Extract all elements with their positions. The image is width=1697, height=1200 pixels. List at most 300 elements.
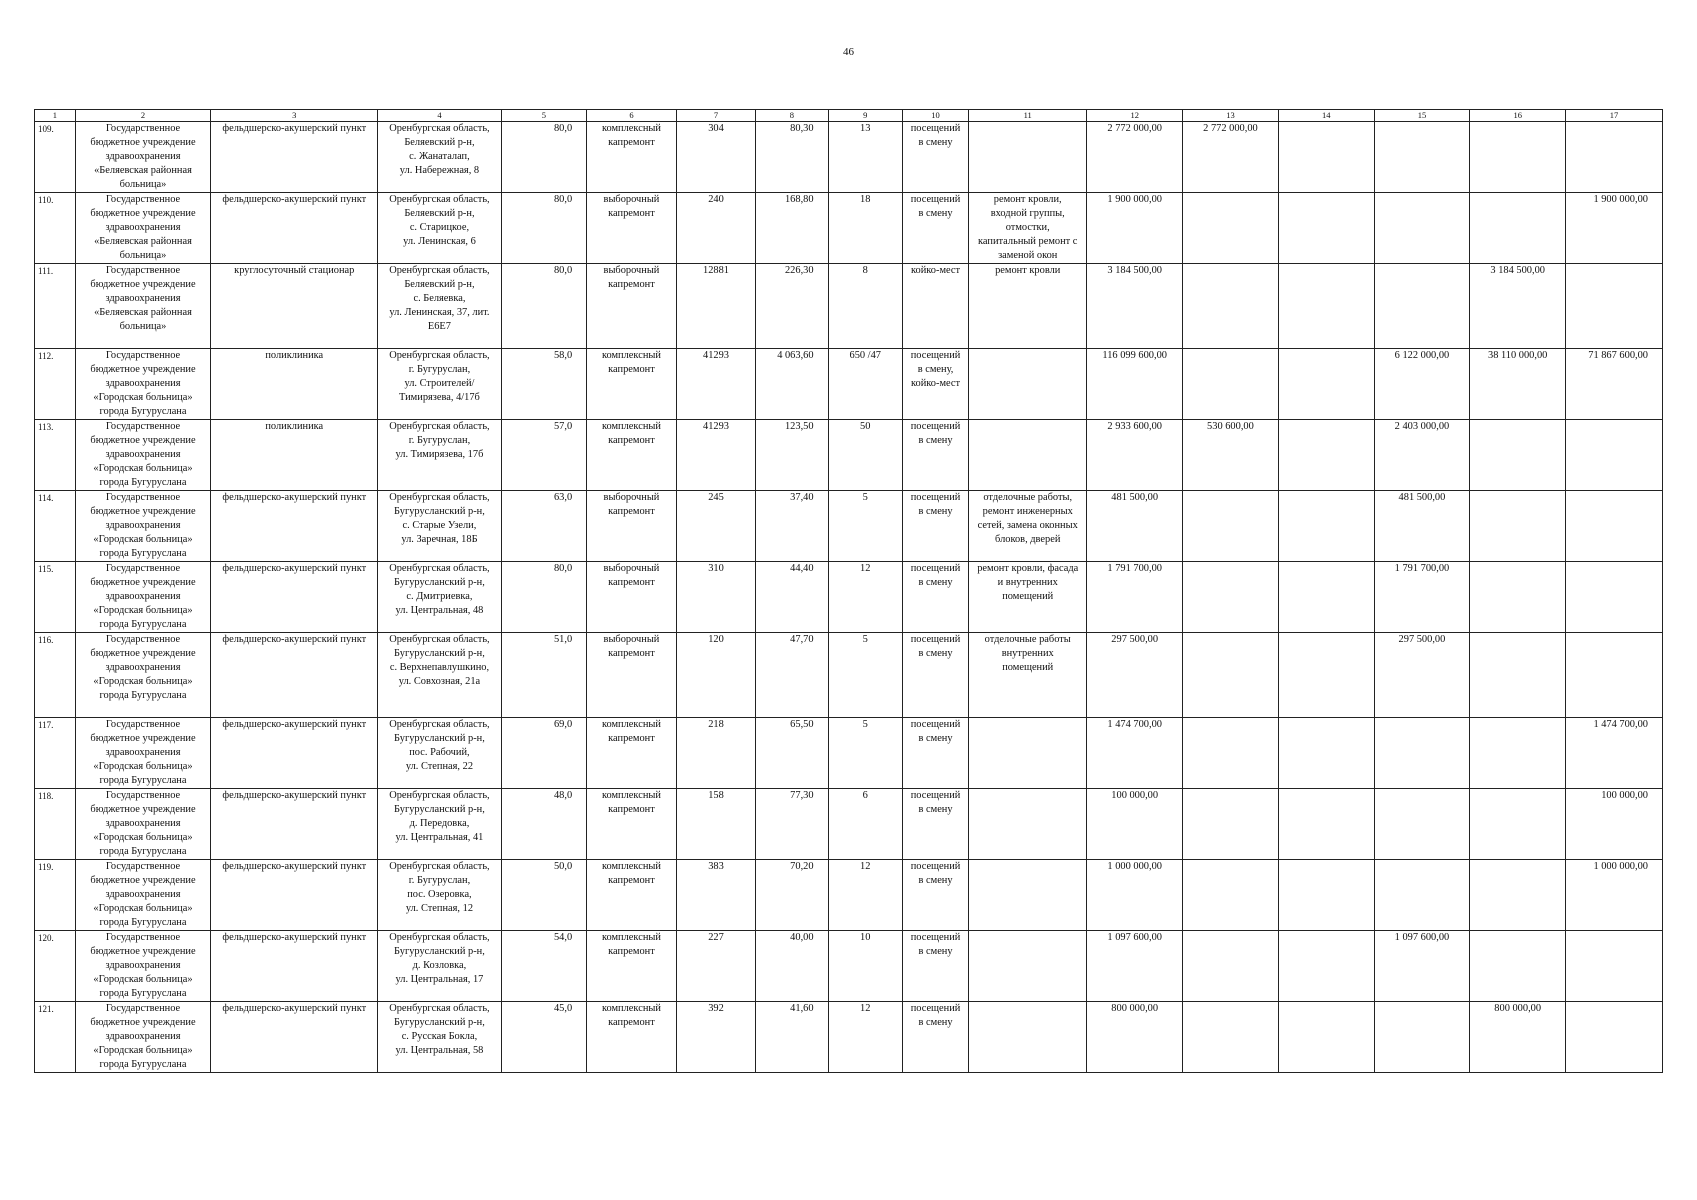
capacity-unit-cell	[902, 193, 968, 264]
capacity: 6	[862, 790, 868, 801]
cost-col-15-cell	[1374, 1002, 1470, 1073]
institution-name-cell	[75, 860, 210, 931]
area-cell	[756, 860, 828, 931]
institution-name: Государственное бюджетное учреждение здравоохранения «Городская больница» города Бугуруслана	[90, 421, 196, 488]
cost-col-14-cell	[1278, 931, 1374, 1002]
repair-type: выборочный капремонт	[603, 194, 660, 219]
cost-col-14-cell	[1278, 491, 1374, 562]
facility-type: круглосуточный стационар	[234, 265, 355, 276]
facility-type: фельдшерско-акушерский пункт	[222, 861, 367, 872]
area: 226,30	[784, 265, 814, 276]
address: Оренбургская область, Бугурусланский р-н, д. Передовка, ул. Центральная, 41	[389, 790, 490, 843]
cost-col-13-cell	[1183, 420, 1279, 491]
row-number-cell	[35, 349, 76, 420]
cadastral-value: 383	[708, 861, 724, 872]
capacity-cell	[828, 264, 902, 349]
address-cell	[378, 562, 501, 633]
total-cost: 1 000 000,00	[1107, 861, 1162, 872]
capacity: 5	[862, 634, 868, 645]
cost-col-16-cell	[1470, 718, 1566, 789]
institution-name-cell	[75, 491, 210, 562]
facility-type-cell	[211, 562, 378, 633]
institution-name: Государственное бюджетное учреждение здравоохранения «Городская больница» города Бугуруслана	[90, 861, 196, 928]
table-row	[35, 491, 1663, 562]
area: 123,50	[784, 421, 814, 432]
column-number-6: 6	[587, 110, 677, 122]
cost-col-15-cell	[1374, 789, 1470, 860]
cost-col-17: 71 867 600,00	[1588, 350, 1648, 361]
wear-percent: 45,0	[553, 1003, 573, 1014]
capacity-unit-cell	[902, 931, 968, 1002]
repair-type-cell	[587, 264, 677, 349]
table-row	[35, 633, 1663, 718]
cadastral-value: 120	[708, 634, 724, 645]
cost-col-14-cell	[1278, 420, 1374, 491]
total-cost-cell	[1087, 420, 1183, 491]
cost-col-16-cell	[1470, 264, 1566, 349]
repair-type-cell	[587, 193, 677, 264]
total-cost: 1 474 700,00	[1107, 719, 1162, 730]
column-number-10: 10	[902, 110, 968, 122]
column-number-5: 5	[501, 110, 587, 122]
address-cell	[378, 931, 501, 1002]
wear-percent: 80,0	[553, 563, 573, 574]
institution-name-cell	[75, 931, 210, 1002]
total-cost-cell	[1087, 931, 1183, 1002]
row-number: 113.	[38, 422, 54, 432]
row-number-cell	[35, 562, 76, 633]
total-cost: 481 500,00	[1111, 492, 1159, 503]
column-number-header	[35, 110, 1663, 122]
cost-col-16-cell	[1470, 562, 1566, 633]
institution-name-cell	[75, 1002, 210, 1073]
total-cost-cell	[1087, 264, 1183, 349]
facility-type-cell	[211, 193, 378, 264]
address: Оренбургская область, Беляевский р-н, с. Старицкое, ул. Ленинская, 6	[389, 194, 490, 247]
cost-col-16: 3 184 500,00	[1490, 265, 1545, 276]
cadastral-value-cell	[676, 562, 755, 633]
institution-name-cell	[75, 420, 210, 491]
cadastral-value: 245	[708, 492, 724, 503]
cost-col-13-cell	[1183, 122, 1279, 193]
cost-col-15: 481 500,00	[1398, 492, 1446, 503]
capacity-cell	[828, 122, 902, 193]
institution-name: Государственное бюджетное учреждение здравоохранения «Беляевская районная больница»	[90, 194, 196, 261]
cost-col-13-cell	[1183, 633, 1279, 718]
wear-percent: 57,0	[553, 421, 573, 432]
repair-type-cell	[587, 789, 677, 860]
cadastral-value-cell	[676, 420, 755, 491]
column-number-17: 17	[1566, 110, 1663, 122]
address-cell	[378, 718, 501, 789]
row-number: 121.	[38, 1004, 54, 1014]
capacity-unit: посещений в смену	[910, 563, 961, 588]
cadastral-value: 240	[708, 194, 724, 205]
work-description-cell	[969, 789, 1087, 860]
address-cell	[378, 122, 501, 193]
capacity-unit-cell	[902, 491, 968, 562]
cadastral-value: 392	[708, 1003, 724, 1014]
wear-percent-cell	[501, 562, 587, 633]
institution-name-cell	[75, 349, 210, 420]
work-description: ремонт кровли	[995, 265, 1061, 276]
row-number-cell	[35, 789, 76, 860]
total-cost: 297 500,00	[1111, 634, 1159, 645]
cost-col-15: 297 500,00	[1398, 634, 1446, 645]
cost-col-15-cell	[1374, 193, 1470, 264]
table-row	[35, 789, 1663, 860]
cost-col-15: 2 403 000,00	[1394, 421, 1450, 432]
repair-type: комплексный капремонт	[601, 123, 661, 148]
cost-col-16-cell	[1470, 1002, 1566, 1073]
institution-name: Государственное бюджетное учреждение здравоохранения «Городская больница» города Бугуруслана	[90, 719, 196, 786]
wear-percent-cell	[501, 349, 587, 420]
total-cost: 2 933 600,00	[1107, 421, 1162, 432]
cost-col-16-cell	[1470, 633, 1566, 718]
area: 37,40	[790, 492, 814, 503]
facility-type-cell	[211, 633, 378, 718]
cost-col-13-cell	[1183, 789, 1279, 860]
cadastral-value: 304	[708, 123, 724, 134]
area: 80,30	[790, 123, 814, 134]
capacity-unit: посещений в смену	[910, 861, 961, 886]
cost-col-17-cell	[1566, 264, 1663, 349]
capacity-unit-cell	[902, 1002, 968, 1073]
cadastral-value-cell	[676, 789, 755, 860]
total-cost-cell	[1087, 349, 1183, 420]
repair-type-cell	[587, 122, 677, 193]
institution-name-cell	[75, 633, 210, 718]
address-cell	[378, 1002, 501, 1073]
area: 65,50	[790, 719, 814, 730]
repair-type-cell	[587, 718, 677, 789]
cost-col-13: 530 600,00	[1207, 421, 1254, 432]
wear-percent-cell	[501, 491, 587, 562]
cost-col-17-cell	[1566, 1002, 1663, 1073]
wear-percent-cell	[501, 420, 587, 491]
work-description-cell	[969, 562, 1087, 633]
area-cell	[756, 789, 828, 860]
capacity: 12	[860, 1003, 871, 1014]
cadastral-value-cell	[676, 860, 755, 931]
facility-type: фельдшерско-акушерский пункт	[222, 1003, 367, 1014]
institution-name-cell	[75, 562, 210, 633]
capital-repair-table	[34, 109, 1663, 1073]
work-description-cell	[969, 349, 1087, 420]
wear-percent-cell	[501, 789, 587, 860]
cost-col-13-cell	[1183, 491, 1279, 562]
total-cost-cell	[1087, 633, 1183, 718]
column-number-12: 12	[1087, 110, 1183, 122]
cost-col-15: 1 791 700,00	[1394, 563, 1450, 574]
area-cell	[756, 491, 828, 562]
cost-col-15-cell	[1374, 349, 1470, 420]
capacity-unit: посещений в смену	[910, 1003, 961, 1028]
cost-col-16-cell	[1470, 420, 1566, 491]
cadastral-value: 310	[708, 563, 724, 574]
table-row	[35, 931, 1663, 1002]
total-cost: 1 097 600,00	[1107, 932, 1162, 943]
facility-type-cell	[211, 718, 378, 789]
cost-col-15-cell	[1374, 562, 1470, 633]
institution-name: Государственное бюджетное учреждение здравоохранения «Городская больница» города Бугуруслана	[90, 932, 196, 999]
cost-col-14-cell	[1278, 860, 1374, 931]
repair-type: комплексный капремонт	[601, 350, 661, 375]
cost-col-15-cell	[1374, 931, 1470, 1002]
work-description-cell	[969, 931, 1087, 1002]
total-cost-cell	[1087, 193, 1183, 264]
row-number-cell	[35, 122, 76, 193]
work-description-cell	[969, 122, 1087, 193]
capacity-unit: посещений в смену	[910, 719, 961, 744]
capacity-unit-cell	[902, 349, 968, 420]
column-number-13: 13	[1183, 110, 1279, 122]
capacity-unit: посещений в смену	[910, 194, 961, 219]
column-number-11: 11	[969, 110, 1087, 122]
work-description: отделочные работы, ремонт инженерных сетей, замена оконных блоков, дверей	[977, 492, 1078, 545]
facility-type: фельдшерско-акушерский пункт	[222, 719, 367, 730]
address: Оренбургская область, Бугурусланский р-н, с. Дмитриевка, ул. Центральная, 48	[389, 563, 490, 616]
total-cost-cell	[1087, 1002, 1183, 1073]
facility-type: фельдшерско-акушерский пункт	[222, 790, 367, 801]
address-cell	[378, 860, 501, 931]
row-number: 119.	[38, 862, 54, 872]
capacity-cell	[828, 789, 902, 860]
wear-percent-cell	[501, 860, 587, 931]
capacity-unit-cell	[902, 718, 968, 789]
wear-percent: 80,0	[553, 194, 573, 205]
cost-col-17: 1 900 000,00	[1593, 194, 1648, 205]
cost-col-14-cell	[1278, 264, 1374, 349]
capacity: 12	[860, 563, 871, 574]
capacity: 18	[860, 194, 871, 205]
area-cell	[756, 633, 828, 718]
capacity-unit: посещений в смену	[910, 932, 961, 957]
capacity: 12	[860, 861, 871, 872]
cost-col-17-cell	[1566, 122, 1663, 193]
work-description-cell	[969, 420, 1087, 491]
area: 168,80	[784, 194, 814, 205]
repair-type: выборочный капремонт	[603, 265, 660, 290]
row-number-cell	[35, 264, 76, 349]
table-row	[35, 562, 1663, 633]
column-number-9: 9	[828, 110, 902, 122]
row-number: 110.	[38, 195, 54, 205]
row-number: 120.	[38, 933, 54, 943]
capacity-unit: посещений в смену	[910, 790, 961, 815]
area: 40,00	[790, 932, 814, 943]
total-cost: 1 791 700,00	[1107, 563, 1162, 574]
wear-percent: 48,0	[553, 790, 573, 801]
cost-col-13-cell	[1183, 1002, 1279, 1073]
cost-col-14-cell	[1278, 718, 1374, 789]
row-number-cell	[35, 193, 76, 264]
work-description-cell	[969, 491, 1087, 562]
capacity-unit-cell	[902, 122, 968, 193]
capacity: 5	[862, 492, 868, 503]
repair-type: комплексный капремонт	[601, 861, 661, 886]
table-row	[35, 420, 1663, 491]
column-number-2: 2	[75, 110, 210, 122]
facility-type-cell	[211, 264, 378, 349]
institution-name: Государственное бюджетное учреждение здравоохранения «Городская больница» города Бугуруслана	[90, 790, 196, 857]
wear-percent: 58,0	[553, 350, 573, 361]
wear-percent: 63,0	[553, 492, 573, 503]
area: 70,20	[790, 861, 814, 872]
facility-type: поликлиника	[265, 350, 324, 361]
repair-type: выборочный капремонт	[603, 492, 660, 517]
cost-col-16-cell	[1470, 491, 1566, 562]
area-cell	[756, 122, 828, 193]
cost-col-17: 1 000 000,00	[1593, 861, 1648, 872]
row-number-cell	[35, 491, 76, 562]
capacity: 10	[860, 932, 871, 943]
capacity-cell	[828, 491, 902, 562]
total-cost-cell	[1087, 789, 1183, 860]
cost-col-17-cell	[1566, 193, 1663, 264]
capacity: 8	[862, 265, 868, 276]
work-description-cell	[969, 1002, 1087, 1073]
facility-type: фельдшерско-акушерский пункт	[222, 123, 367, 134]
address: Оренбургская область, г. Бугуруслан, ул. Строителей/ Тимирязева, 4/17б	[389, 350, 490, 403]
row-number: 115.	[38, 564, 54, 574]
cost-col-17: 1 474 700,00	[1593, 719, 1648, 730]
cadastral-value: 12881	[703, 265, 729, 276]
facility-type-cell	[211, 420, 378, 491]
address-cell	[378, 420, 501, 491]
capacity-unit-cell	[902, 860, 968, 931]
capacity-cell	[828, 349, 902, 420]
column-number-14: 14	[1278, 110, 1374, 122]
cadastral-value-cell	[676, 122, 755, 193]
wear-percent: 80,0	[553, 123, 573, 134]
address: Оренбургская область, Беляевский р-н, с. Жанаталап, ул. Набережная, 8	[389, 123, 490, 176]
wear-percent-cell	[501, 264, 587, 349]
total-cost-cell	[1087, 562, 1183, 633]
repair-type-cell	[587, 349, 677, 420]
cost-col-13-cell	[1183, 860, 1279, 931]
total-cost: 1 900 000,00	[1107, 194, 1162, 205]
wear-percent-cell	[501, 193, 587, 264]
cadastral-value-cell	[676, 718, 755, 789]
row-number-cell	[35, 931, 76, 1002]
cadastral-value-cell	[676, 264, 755, 349]
column-number-16: 16	[1470, 110, 1566, 122]
capacity-cell	[828, 562, 902, 633]
total-cost-cell	[1087, 122, 1183, 193]
address-cell	[378, 349, 501, 420]
address-cell	[378, 193, 501, 264]
capacity-unit-cell	[902, 633, 968, 718]
cost-col-16-cell	[1470, 349, 1566, 420]
cost-col-16-cell	[1470, 122, 1566, 193]
cadastral-value: 41293	[703, 421, 729, 432]
address-cell	[378, 491, 501, 562]
cost-col-17-cell	[1566, 931, 1663, 1002]
capacity-cell	[828, 860, 902, 931]
address: Оренбургская область, Бугурусланский р-н, с. Старые Узели, ул. Заречная, 18Б	[389, 492, 490, 545]
facility-type: фельдшерско-акушерский пункт	[222, 194, 367, 205]
total-cost-cell	[1087, 860, 1183, 931]
cadastral-value: 227	[708, 932, 724, 943]
area-cell	[756, 420, 828, 491]
repair-type-cell	[587, 420, 677, 491]
table-row	[35, 193, 1663, 264]
cost-col-16-cell	[1470, 193, 1566, 264]
wear-percent: 51,0	[553, 634, 573, 645]
cost-col-16-cell	[1470, 789, 1566, 860]
capacity-cell	[828, 931, 902, 1002]
institution-name: Государственное бюджетное учреждение здравоохранения «Беляевская районная больница»	[90, 265, 196, 332]
repair-type: комплексный капремонт	[601, 932, 661, 957]
capacity-unit-cell	[902, 420, 968, 491]
cost-col-17-cell	[1566, 562, 1663, 633]
capacity-unit: койко-мест	[911, 265, 961, 276]
row-number-cell	[35, 1002, 76, 1073]
capacity-unit-cell	[902, 789, 968, 860]
cost-col-16-cell	[1470, 860, 1566, 931]
address: Оренбургская область, Беляевский р-н, с. Беляевка, ул. Ленинская, 37, лит. Е6Е7	[389, 265, 490, 332]
area: 77,30	[790, 790, 814, 801]
total-cost-cell	[1087, 491, 1183, 562]
area: 44,40	[790, 563, 814, 574]
cost-col-15-cell	[1374, 633, 1470, 718]
page-number: 46	[843, 46, 854, 58]
work-description-cell	[969, 718, 1087, 789]
facility-type: фельдшерско-акушерский пункт	[222, 932, 367, 943]
total-cost: 100 000,00	[1111, 790, 1159, 801]
work-description-cell	[969, 193, 1087, 264]
institution-name-cell	[75, 193, 210, 264]
capacity-unit: посещений в смену	[910, 123, 961, 148]
cost-col-14-cell	[1278, 562, 1374, 633]
capacity: 650 /47	[849, 350, 881, 361]
table-row	[35, 718, 1663, 789]
repair-type-cell	[587, 860, 677, 931]
area-cell	[756, 562, 828, 633]
cost-col-15-cell	[1374, 860, 1470, 931]
table-row	[35, 860, 1663, 931]
table-body	[35, 110, 1663, 1073]
wear-percent-cell	[501, 718, 587, 789]
column-number-15: 15	[1374, 110, 1470, 122]
repair-type: выборочный капремонт	[603, 634, 660, 659]
facility-type-cell	[211, 122, 378, 193]
work-description-cell	[969, 264, 1087, 349]
area-cell	[756, 931, 828, 1002]
wear-percent-cell	[501, 1002, 587, 1073]
capacity: 13	[860, 123, 871, 134]
repair-type: комплексный капремонт	[601, 1003, 661, 1028]
cost-col-13-cell	[1183, 931, 1279, 1002]
cost-col-16: 38 110 000,00	[1488, 350, 1548, 361]
repair-type-cell	[587, 931, 677, 1002]
facility-type-cell	[211, 931, 378, 1002]
cost-col-15: 1 097 600,00	[1394, 932, 1450, 943]
total-cost: 2 772 000,00	[1107, 123, 1162, 134]
wear-percent-cell	[501, 931, 587, 1002]
facility-type-cell	[211, 1002, 378, 1073]
table-row	[35, 349, 1663, 420]
wear-percent: 54,0	[553, 932, 573, 943]
column-number-8: 8	[756, 110, 828, 122]
institution-name: Государственное бюджетное учреждение здравоохранения «Городская больница» города Бугуруслана	[90, 634, 196, 701]
table-row	[35, 264, 1663, 349]
cost-col-17: 100 000,00	[1601, 790, 1648, 801]
facility-type: фельдшерско-акушерский пункт	[222, 634, 367, 645]
work-description: ремонт кровли, фасада и внутренних помещений	[977, 563, 1079, 602]
cost-col-14-cell	[1278, 349, 1374, 420]
